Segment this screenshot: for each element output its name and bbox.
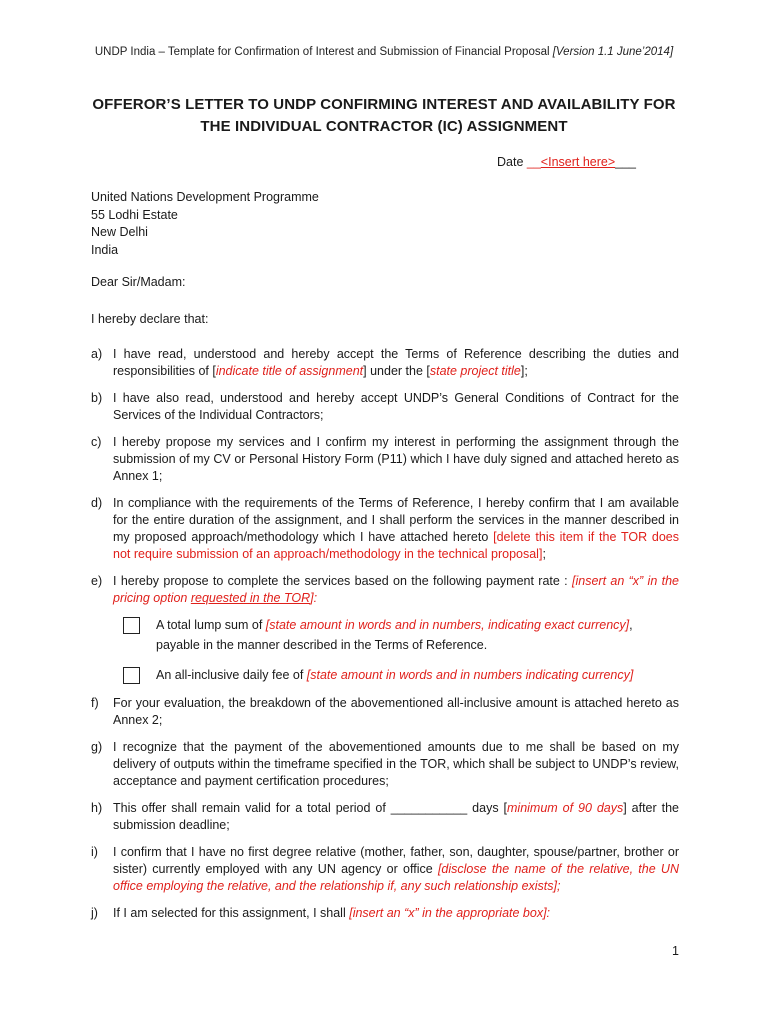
page-number: 1: [672, 944, 679, 958]
title-line-1: OFFEROR’S LETTER TO UNDP CONFIRMING INTEREST AND AVAILABILITY FOR: [92, 96, 676, 113]
item-label: i): [91, 845, 98, 859]
text-run: I have read, understood and hereby accept the Terms of Reference describing the duties and responsibilities of [: [113, 347, 679, 378]
date-pre: __: [526, 155, 541, 169]
item-text: For your evaluation, the breakdown of the abovementioned all-inclusive amount is attached hereto as Annex 2;: [113, 696, 679, 727]
text-run: If I am selected for this assignment, I shall: [113, 906, 350, 920]
item-text: I hereby propose my services and I confirm my interest in performing the assignment through the submission of my CV or Personal History Form (P11) which I have duly signed and attached hereto as Annex 1;: [113, 435, 679, 483]
option-text: [156, 665, 633, 685]
lump-sum-option: [113, 615, 679, 655]
daily-fee-checkbox[interactable]: [123, 667, 140, 684]
item-label: a): [91, 347, 103, 361]
text-run: ;: [542, 547, 546, 561]
item-label: h): [91, 801, 103, 815]
list-item: [91, 905, 679, 922]
declaration-intro: I hereby declare that:: [91, 312, 209, 326]
item-label: j): [91, 906, 98, 920]
instruction-text: [state amount in words and in numbers indicating currency]: [306, 668, 634, 682]
date-post: ___: [615, 155, 637, 169]
declaration-list: [91, 346, 679, 932]
list-item: [91, 695, 679, 729]
page-header: [0, 46, 768, 58]
title-line-2: THE INDIVIDUAL CONTRACTOR (IC) ASSIGNMENT: [200, 118, 568, 135]
salutation: Dear Sir/Madam:: [91, 275, 186, 289]
text-run: I hereby propose to complete the services based on the following payment rate :: [113, 574, 572, 588]
daily-fee-option: [113, 665, 679, 685]
text-run: This offer shall remain valid for a total period of ___________ days [: [113, 801, 507, 815]
list-item: [91, 573, 679, 607]
recipient-address: [91, 189, 319, 259]
item-text: I recognize that the payment of the abovementioned amounts due to me shall be based on my delivery of outputs within the timeframe specified in the TOR, which shall be subject to UNDP’s review, acceptance and payment certification procedures;: [113, 740, 679, 788]
list-item: [91, 800, 679, 834]
instruction-text: state project title: [429, 364, 521, 378]
instruction-text: requested in the TOR: [190, 591, 311, 605]
item-text: [113, 346, 679, 380]
item-text: [113, 844, 679, 895]
header-version: [Version 1.1 June’2014]: [552, 46, 674, 58]
date-line: [497, 155, 636, 169]
item-text: I have also read, understood and hereby accept UNDP’s General Conditions of Contract for the Services of the Individual Contractors;: [113, 391, 679, 422]
instruction-text: indicate title of assignment: [215, 364, 364, 378]
item-label: g): [91, 740, 103, 754]
item-text: [113, 495, 679, 563]
item-text: [113, 800, 679, 834]
instruction-text: ]:: [310, 591, 318, 605]
address-line: India: [91, 242, 119, 257]
item-label: d): [91, 496, 103, 510]
instruction-text: [delete this item if the TOR does not require submission of an approach/methodology in the technical proposal]: [113, 530, 679, 561]
item-label: e): [91, 574, 103, 588]
address-line: New Delhi: [91, 225, 148, 239]
list-item: [91, 495, 679, 563]
text-run: ] under the [: [363, 364, 430, 378]
payment-options: [113, 615, 679, 685]
item-label: b): [91, 391, 103, 405]
text-run: I confirm that I have no first degree relative (mother, father, son, daughter, spouse/partner, brother or sister) currently employed with any UN agency or office: [113, 845, 679, 876]
item-text: [113, 905, 679, 922]
list-item: [91, 346, 679, 380]
instruction-text: [insert an “x” in the pricing option: [113, 574, 680, 605]
address-line: 55 Lodhi Estate: [91, 207, 178, 222]
option-text: [156, 615, 633, 655]
lump-sum-checkbox[interactable]: [123, 617, 140, 634]
text-run: payable in the manner described in the Terms of Reference.: [156, 638, 488, 652]
instruction-text: [state amount in words and in numbers, indicating exact currency]: [265, 618, 630, 632]
text-run: ] after the submission deadline;: [113, 801, 679, 832]
document-title: [60, 94, 708, 138]
date-value: <Insert here>: [540, 155, 616, 169]
address-line: United Nations Development Programme: [91, 190, 319, 204]
instruction-text: [disclose the name of the relative, the UN office employing the relative, and the relationship if, any such relationship exists];: [113, 862, 679, 893]
instruction-text: minimum of 90 days: [507, 801, 624, 815]
text-run: ];: [520, 364, 528, 378]
text-run: In compliance with the requirements of the Terms of Reference, I hereby confirm that I am available for the entire duration of the assignment, and I shall perform the services in the manner described in my proposed approach/methodology which I have attached hereto: [113, 496, 679, 544]
date-label: Date: [497, 155, 527, 169]
instruction-text: [insert an “x” in the appropriate box]:: [349, 906, 551, 920]
item-label: f): [91, 696, 99, 710]
item-label: c): [91, 435, 102, 449]
text-run: An all-inclusive daily fee of: [156, 668, 307, 682]
list-item: [91, 390, 679, 424]
header-text: UNDP India – Template for Confirmation of Interest and Submission of Financial Proposal: [94, 46, 553, 58]
list-item: [91, 739, 679, 790]
item-text: [113, 573, 679, 607]
list-item: [91, 844, 679, 895]
text-run: ,: [629, 618, 633, 632]
list-item: [91, 434, 679, 485]
text-run: A total lump sum of: [156, 618, 266, 632]
